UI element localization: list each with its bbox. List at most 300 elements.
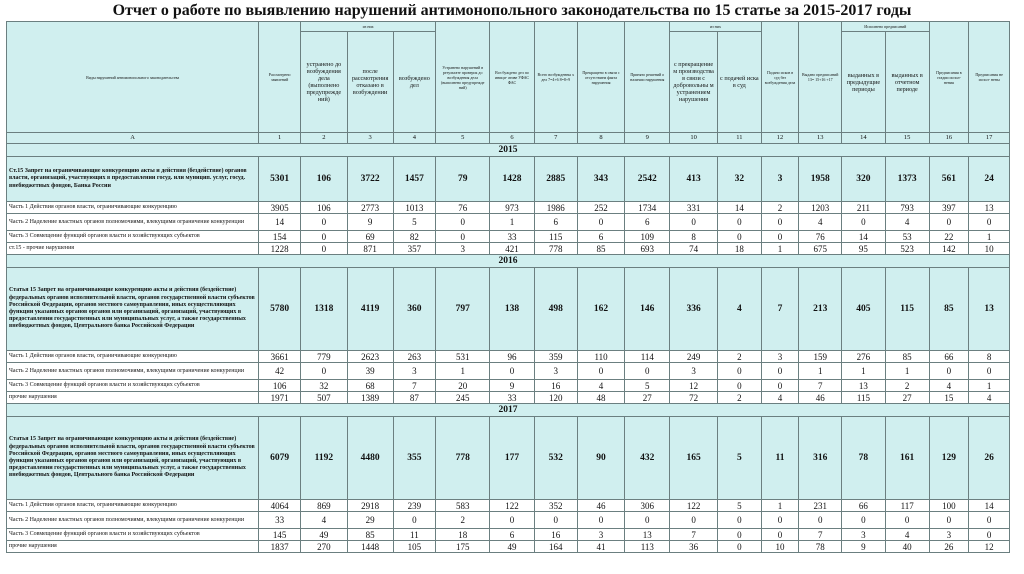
table-cell: 76 (799, 231, 842, 243)
table-cell: 1958 (799, 157, 842, 202)
table-cell: 26 (969, 417, 1010, 500)
table-cell: 4 (969, 392, 1010, 404)
column-number: 8 (577, 133, 625, 144)
summary-row (7, 157, 1010, 202)
table-cell: 871 (347, 243, 393, 255)
header-group-2: из них (670, 22, 762, 32)
table-cell: 4 (885, 214, 929, 231)
table-cell: 6 (625, 214, 670, 231)
table-cell: 1837 (259, 541, 301, 553)
table-row (7, 541, 1010, 553)
header-col-8: Прекращено в связи с отсутствием факта нарушения (577, 22, 625, 133)
table-cell: 85 (577, 243, 625, 255)
table-cell: 0 (799, 512, 842, 529)
table-cell: 0 (490, 363, 535, 380)
table-cell: 7 (799, 380, 842, 392)
table-cell: 1013 (393, 202, 436, 214)
table-cell: 0 (577, 512, 625, 529)
table-cell: 1 (799, 363, 842, 380)
table-cell: 13 (842, 380, 886, 392)
table-cell: 0 (761, 529, 799, 541)
table-cell: 1192 (300, 417, 347, 500)
table-cell: 343 (577, 157, 625, 202)
column-number-row (7, 133, 1010, 144)
table-cell: 2 (885, 380, 929, 392)
table-row (7, 351, 1010, 363)
table-cell: 117 (885, 500, 929, 512)
table-cell: 3 (393, 363, 436, 380)
table-cell: 352 (534, 500, 577, 512)
table-cell: 0 (969, 529, 1010, 541)
table-cell: 106 (300, 157, 347, 202)
table-cell: 0 (300, 243, 347, 255)
column-number: 15 (885, 133, 929, 144)
table-cell: 105 (393, 541, 436, 553)
table-cell: 96 (490, 351, 535, 363)
table-cell: 78 (842, 417, 886, 500)
year-label: 2016 (7, 255, 1010, 268)
table-cell: 106 (259, 380, 301, 392)
header-col-7: Всего возбужденны х дел 7=4+6 8=8+9 (534, 22, 577, 133)
table-cell: 1 (436, 363, 490, 380)
table-cell: 7 (670, 529, 718, 541)
column-number: A (7, 133, 259, 144)
table-cell: 10 (761, 541, 799, 553)
table-cell: 0 (717, 380, 761, 392)
table-cell: 0 (717, 541, 761, 553)
table-cell: 14 (717, 202, 761, 214)
table-cell: 249 (670, 351, 718, 363)
table-cell: 9 (347, 214, 393, 231)
table-cell: 583 (436, 500, 490, 512)
table-cell: 357 (393, 243, 436, 255)
table-cell: 306 (625, 500, 670, 512)
table-cell: 4480 (347, 417, 393, 500)
table-cell: 1 (842, 363, 886, 380)
table-cell: 90 (577, 417, 625, 500)
table-cell: 87 (393, 392, 436, 404)
row-label: Часть 2 Наделение властных органов полномочиями, влекущими ограничение конкуренции (7, 512, 259, 529)
table-cell: 336 (670, 268, 718, 351)
header-col-16: Предписания в стадии испол- нения (929, 22, 969, 133)
table-cell: 13 (969, 268, 1010, 351)
table-cell: 49 (490, 541, 535, 553)
table-cell: 40 (885, 541, 929, 553)
summary-row (7, 417, 1010, 500)
table-cell: 239 (393, 500, 436, 512)
table-cell: 1373 (885, 157, 929, 202)
summary-row (7, 268, 1010, 351)
table-cell: 4 (717, 268, 761, 351)
table-cell: 1 (885, 363, 929, 380)
table-cell: 263 (393, 351, 436, 363)
table-cell: 5780 (259, 268, 301, 351)
table-cell: 18 (717, 243, 761, 255)
table-cell: 1228 (259, 243, 301, 255)
header-col-14: выданных в предыдущие периоды (842, 32, 886, 133)
table-cell: 74 (670, 243, 718, 255)
table-cell: 0 (717, 363, 761, 380)
table-cell: 12 (969, 541, 1010, 553)
table-cell: 120 (534, 392, 577, 404)
table-cell: 6 (577, 231, 625, 243)
table-cell: 1 (490, 214, 535, 231)
header-col-5: Устранено нарушений в результате проверок до возбуждения дела (выполнено предупрежде ний) (436, 22, 490, 133)
table-cell: 161 (885, 417, 929, 500)
table-cell: 32 (717, 157, 761, 202)
table-cell: 2 (436, 512, 490, 529)
table-cell: 0 (885, 512, 929, 529)
table-cell: 27 (625, 392, 670, 404)
table-cell: 0 (969, 363, 1010, 380)
table-cell: 1428 (490, 157, 535, 202)
table-cell: 869 (300, 500, 347, 512)
table-cell: 66 (842, 500, 886, 512)
table-cell: 523 (885, 243, 929, 255)
table-cell: 42 (259, 363, 301, 380)
table-cell: 320 (842, 157, 886, 202)
table-cell: 5 (717, 417, 761, 500)
table-cell: 778 (534, 243, 577, 255)
table-cell: 0 (625, 512, 670, 529)
table-cell: 68 (347, 380, 393, 392)
table-cell: 0 (717, 214, 761, 231)
table-cell: 20 (436, 380, 490, 392)
header-col-3: после рассмотрения отказано в возбуждении (347, 32, 393, 133)
table-cell: 10 (969, 243, 1010, 255)
row-label: Часть 1 Действия органов власти, ограничивающие конкуренцию (7, 351, 259, 363)
table-cell: 36 (670, 541, 718, 553)
header-col-6: Воз буждено дел по иници- ативе УФАС ФАС (490, 22, 535, 133)
table-cell: 165 (670, 417, 718, 500)
column-number: 12 (761, 133, 799, 144)
table-cell: 12 (670, 380, 718, 392)
table-cell: 397 (929, 202, 969, 214)
table-cell: 2 (717, 351, 761, 363)
table-cell: 113 (625, 541, 670, 553)
table-cell: 421 (490, 243, 535, 255)
table-cell: 0 (490, 512, 535, 529)
table-cell: 2542 (625, 157, 670, 202)
table-cell: 778 (436, 417, 490, 500)
table-cell: 82 (393, 231, 436, 243)
table-cell: 4 (799, 214, 842, 231)
table-cell: 213 (799, 268, 842, 351)
table-cell: 13 (625, 529, 670, 541)
report-table (6, 21, 1010, 553)
column-number: 16 (929, 133, 969, 144)
table-cell: 49 (300, 529, 347, 541)
table-cell: 53 (885, 231, 929, 243)
table-cell: 8 (969, 351, 1010, 363)
table-cell: 779 (300, 351, 347, 363)
table-cell: 0 (436, 231, 490, 243)
table-cell: 9 (490, 380, 535, 392)
table-cell: 7 (393, 380, 436, 392)
row-label: прочие нарушения (7, 392, 259, 404)
column-number: 2 (300, 133, 347, 144)
column-number: 5 (436, 133, 490, 144)
table-cell: 46 (799, 392, 842, 404)
header-col-1: Рассмотрено заявлений (259, 22, 301, 133)
table-cell: 2918 (347, 500, 393, 512)
table-cell: 2773 (347, 202, 393, 214)
table-cell: 6079 (259, 417, 301, 500)
table-cell: 0 (761, 231, 799, 243)
table-cell: 0 (842, 214, 886, 231)
table-cell: 3 (436, 243, 490, 255)
table-cell: 6 (534, 214, 577, 231)
page-title: Отчет о работе по выявлению нарушений антимонопольного законодательства по 15 статье за 2015-2017 годы (112, 2, 912, 19)
table-cell: 0 (717, 529, 761, 541)
table-cell: 797 (436, 268, 490, 351)
table-cell: 1318 (300, 268, 347, 351)
table-cell: 33 (490, 392, 535, 404)
table-cell: 360 (393, 268, 436, 351)
header-group-1: из них (300, 22, 435, 32)
table-cell: 115 (534, 231, 577, 243)
header-col-17: Предписания не испол- нены (969, 22, 1010, 133)
table-cell: 3 (534, 363, 577, 380)
table-cell: 270 (300, 541, 347, 553)
row-label: Часть 3 Совмещение функций органов власти и хозяйствующих субъектов (7, 380, 259, 392)
header-col-13: Выдано предписаний 13= 15+16 +17 (799, 22, 842, 133)
header-col-4: возбуждено дел (393, 32, 436, 133)
table-cell: 0 (717, 231, 761, 243)
table-cell: 6 (490, 529, 535, 541)
table-cell: 115 (842, 392, 886, 404)
table-row (7, 529, 1010, 541)
column-number: 13 (799, 133, 842, 144)
row-label: Часть 2 Наделение властных органов полномочиями, влекущими ограничение конкуренции (7, 363, 259, 380)
table-row (7, 243, 1010, 255)
table-cell: 32 (300, 380, 347, 392)
table-cell: 0 (761, 363, 799, 380)
table-cell: 2623 (347, 351, 393, 363)
table-row (7, 202, 1010, 214)
table-cell: 0 (761, 214, 799, 231)
table-cell: 41 (577, 541, 625, 553)
table-cell: 5 (393, 214, 436, 231)
table-cell: 1389 (347, 392, 393, 404)
table-cell: 39 (347, 363, 393, 380)
table-cell: 1 (969, 380, 1010, 392)
column-number: 7 (534, 133, 577, 144)
table-cell: 2 (717, 392, 761, 404)
table-cell: 22 (929, 231, 969, 243)
table-cell: 561 (929, 157, 969, 202)
table-cell: 0 (300, 214, 347, 231)
table-cell: 33 (259, 512, 301, 529)
table-cell: 0 (393, 512, 436, 529)
year-label: 2017 (7, 404, 1010, 417)
table-cell: 0 (670, 512, 718, 529)
table-cell: 122 (670, 500, 718, 512)
table-cell: 3 (761, 157, 799, 202)
table-cell: 0 (969, 512, 1010, 529)
header-col-9: Принято решений о наличии нарушения (625, 22, 670, 133)
table-cell: 3 (761, 351, 799, 363)
table-cell: 95 (842, 243, 886, 255)
table-cell: 110 (577, 351, 625, 363)
table-cell: 1 (761, 500, 799, 512)
table-cell: 115 (885, 268, 929, 351)
table-cell: 85 (347, 529, 393, 541)
row-label: Часть 2 Наделение властных органов полномочиями, влекущими ограничение конкуренции (7, 214, 259, 231)
row-label: прочие нарушения (7, 541, 259, 553)
year-label: 2015 (7, 144, 1010, 157)
table-cell: 4064 (259, 500, 301, 512)
header-col-10: с прекращение м производства в связи с добровольны м устранением нарушения (670, 32, 718, 133)
table-cell: 18 (436, 529, 490, 541)
table-cell: 69 (347, 231, 393, 243)
row-label: ст.15 - прочие нарушения (7, 243, 259, 255)
column-number: 1 (259, 133, 301, 144)
table-cell: 331 (670, 202, 718, 214)
table-row (7, 363, 1010, 380)
table-cell: 72 (670, 392, 718, 404)
table-cell: 0 (670, 214, 718, 231)
table-cell: 3 (577, 529, 625, 541)
table-row (7, 392, 1010, 404)
table-cell: 27 (885, 392, 929, 404)
table-cell: 106 (300, 202, 347, 214)
header-col-11: с подачей иска в суд (717, 32, 761, 133)
table-cell: 405 (842, 268, 886, 351)
table-cell: 693 (625, 243, 670, 255)
table-row (7, 512, 1010, 529)
row-label: Статья 15 Запрет на ограничивающие конкуренцию акты и действия (бездействие) федеральных органов исполнительной власти, органов государственной власти субъектов Российской Федерации, органов местного самоуправления, иных осуществляющих функции указанных органов органов или организаций, организаций, участвующих в предоставлении государственных или муниципальных услуг, а также государственных внебюджетных фондов, Центрального банка Российской Федерации (7, 417, 259, 500)
table-cell: 0 (929, 363, 969, 380)
year-row (7, 144, 1010, 157)
table-cell: 5 (717, 500, 761, 512)
table-cell: 100 (929, 500, 969, 512)
column-number: 11 (717, 133, 761, 144)
row-label: Ст.15 Запрет на ограничивающие конкуренцию акты и действия (бездействие) органов власти, организаций, участвующих в предоставлении госуд. или муницип. услуг, госуд. внебюджетных фондов, Банка России (7, 157, 259, 202)
table-cell: 1 (969, 231, 1010, 243)
table-cell: 973 (490, 202, 535, 214)
table-cell: 159 (799, 351, 842, 363)
table-row (7, 500, 1010, 512)
table-cell: 532 (534, 417, 577, 500)
table-cell: 1734 (625, 202, 670, 214)
table-cell: 0 (969, 214, 1010, 231)
table-cell: 85 (929, 268, 969, 351)
table-cell: 1986 (534, 202, 577, 214)
table-cell: 114 (625, 351, 670, 363)
table-cell: 3722 (347, 157, 393, 202)
column-number: 14 (842, 133, 886, 144)
table-cell: 3 (929, 529, 969, 541)
table-cell: 9 (842, 541, 886, 553)
table-cell: 7 (799, 529, 842, 541)
table-cell: 2885 (534, 157, 577, 202)
table-cell: 2 (761, 202, 799, 214)
table-cell: 0 (436, 214, 490, 231)
table-row (7, 380, 1010, 392)
table-cell: 316 (799, 417, 842, 500)
table-cell: 3661 (259, 351, 301, 363)
table-cell: 109 (625, 231, 670, 243)
table-cell: 11 (761, 417, 799, 500)
table-cell: 413 (670, 157, 718, 202)
header-group-3: Исполнено предписаний (842, 22, 929, 32)
table-cell: 29 (347, 512, 393, 529)
table-cell: 0 (300, 363, 347, 380)
table-cell: 1448 (347, 541, 393, 553)
table-cell: 0 (625, 363, 670, 380)
table-cell: 154 (259, 231, 301, 243)
table-cell: 14 (259, 214, 301, 231)
table-cell: 78 (799, 541, 842, 553)
table-cell: 0 (534, 512, 577, 529)
row-label: Часть 1 Действия органов власти, ограничивающие конкуренцию (7, 500, 259, 512)
table-cell: 5301 (259, 157, 301, 202)
column-number: 10 (670, 133, 718, 144)
table-cell: 13 (969, 202, 1010, 214)
table-cell: 15 (929, 392, 969, 404)
table-cell: 46 (577, 500, 625, 512)
table-cell: 5 (625, 380, 670, 392)
table-cell: 11 (393, 529, 436, 541)
column-number: 3 (347, 133, 393, 144)
table-cell: 0 (761, 380, 799, 392)
table-cell: 76 (436, 202, 490, 214)
report-body (7, 144, 1010, 553)
table-cell: 162 (577, 268, 625, 351)
table-cell: 3905 (259, 202, 301, 214)
column-number: 9 (625, 133, 670, 144)
row-label: Часть 1 Действия органов власти, ограничивающие конкуренцию (7, 202, 259, 214)
table-cell: 252 (577, 202, 625, 214)
table-cell: 4 (761, 392, 799, 404)
table-cell: 432 (625, 417, 670, 500)
table-cell: 146 (625, 268, 670, 351)
table-cell: 0 (929, 214, 969, 231)
table-cell: 48 (577, 392, 625, 404)
table-cell: 85 (885, 351, 929, 363)
table-cell: 138 (490, 268, 535, 351)
table-cell: 4 (577, 380, 625, 392)
table-cell: 145 (259, 529, 301, 541)
table-cell: 26 (929, 541, 969, 553)
table-cell: 164 (534, 541, 577, 553)
table-cell: 4 (929, 380, 969, 392)
table-cell: 79 (436, 157, 490, 202)
table-cell: 0 (300, 231, 347, 243)
table-cell: 1457 (393, 157, 436, 202)
table-cell: 14 (969, 500, 1010, 512)
report-table-container (6, 21, 1010, 574)
row-label: Часть 3 Совмещение функций органов власти и хозяйствующих субъектов (7, 231, 259, 243)
table-cell: 1971 (259, 392, 301, 404)
table-cell: 245 (436, 392, 490, 404)
table-cell: 142 (929, 243, 969, 255)
table-cell: 4 (885, 529, 929, 541)
header-violation-types: Виды нарушений антимонопольного законодательства (7, 22, 259, 133)
table-cell: 498 (534, 268, 577, 351)
row-label: Статья 15 Запрет на ограничивающие конкуренцию акты и действия (бездействие) федеральных органов исполнительной власти, органов государственной власти субъектов Российской Федерации, органов местного самоуправления, иных осуществляющих функции указанных органов органов или организаций, организаций, участвующих в предоставлении государственных или муниципальных услуг, а также государственных внебюджетных фондов, Центрального банка Российской Федерации (7, 268, 259, 351)
table-cell: 0 (761, 512, 799, 529)
table-cell: 359 (534, 351, 577, 363)
header-col-15: выданных в отчетном периоде (885, 32, 929, 133)
table-cell: 33 (490, 231, 535, 243)
table-cell: 531 (436, 351, 490, 363)
table-row (7, 214, 1010, 231)
table-cell: 16 (534, 529, 577, 541)
table-cell: 675 (799, 243, 842, 255)
column-number: 6 (490, 133, 535, 144)
